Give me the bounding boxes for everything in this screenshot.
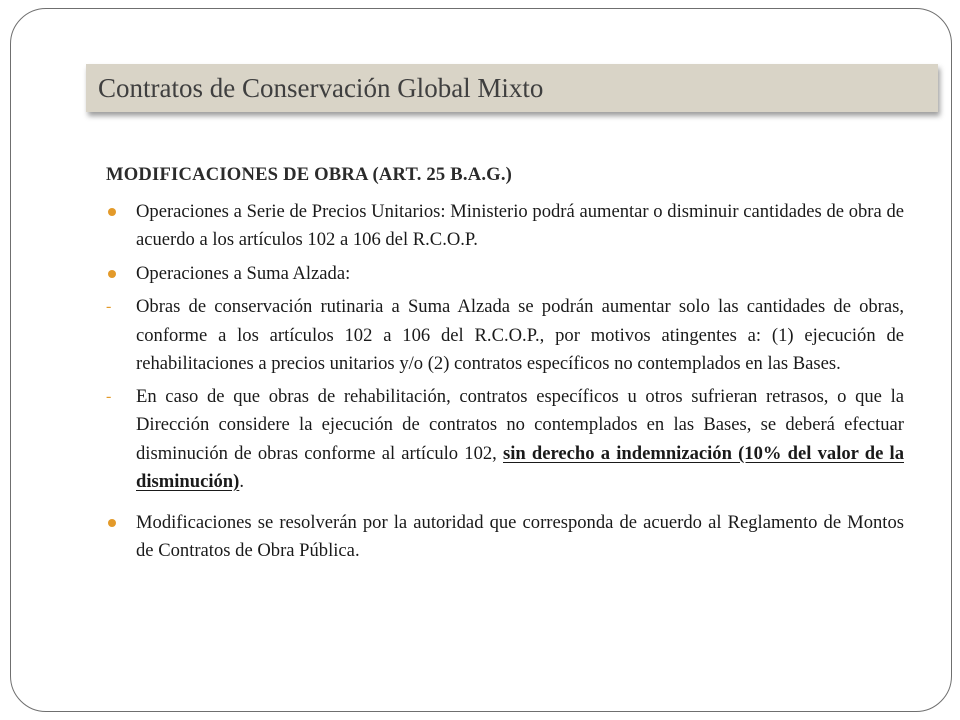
bullet-text: Operaciones a Serie de Precios Unitarios: Ministerio podrá aumentar o disminuir cantidades de obra de acuerdo a los artículos 102 a 106 del R.C.O.P. xyxy=(136,200,904,250)
orange-dash-marker-icon: - xyxy=(106,298,112,315)
title-bar xyxy=(86,64,938,112)
section-heading: MODIFICACIONES DE OBRA (ART. 25 B.A.G.) xyxy=(106,164,513,185)
orange-dot-bullet-icon xyxy=(108,519,116,527)
orange-dash-marker-icon: - xyxy=(106,387,112,405)
bullet-item-precios-unitarios xyxy=(106,198,904,255)
dash-item-retrasos xyxy=(106,383,904,497)
dash-item-conservacion-rutinaria xyxy=(106,293,904,379)
bullet-item-modificaciones xyxy=(106,509,904,566)
dash-text-tail: . xyxy=(239,471,244,492)
orange-dot-bullet-icon xyxy=(108,270,116,278)
bullet-text: Operaciones a Suma Alzada: xyxy=(136,262,351,284)
slide-title: Contratos de Conservación Global Mixto xyxy=(98,72,544,103)
emphasis-text: sin derecho a indemnización (10% del valor de la disminución) xyxy=(136,442,904,492)
bullet-text: Modificaciones se resolverán por la autoridad que corresponda de acuerdo al Reglamento de Montos de Contratos de Obra Pública. xyxy=(136,511,904,561)
dash-text: En caso de que obras de rehabilitación, contratos específicos u otros sufrieran retrasos, o que la Dirección considere la ejecución de contratos no contemplados en las Bases, se deberá efectuar disminución de obras conforme al artículo 102, xyxy=(136,385,904,464)
dash-text: Obras de conservación rutinaria a Suma Alzada se podrán aumentar solo las cantidades de obras, conforme a los artículos 102 a 106 del R.C.O.P., por motivos atingentes a: (1) ejecución de rehabilitaciones a precios unitarios y/o (2) contratos específicos no contemplados en las Bases. xyxy=(136,296,904,374)
bullet-item-suma-alzada xyxy=(106,260,904,289)
slide-content xyxy=(106,161,904,566)
orange-dot-bullet-icon xyxy=(108,208,116,216)
